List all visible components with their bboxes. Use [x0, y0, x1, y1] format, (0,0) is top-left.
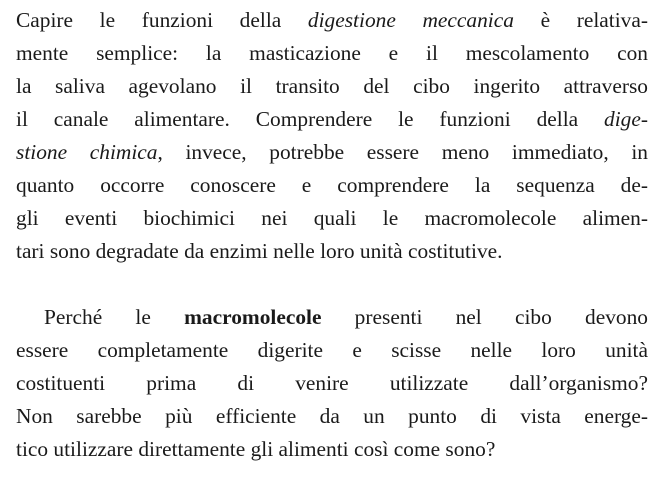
text-line	[16, 336, 648, 365]
text-line	[16, 138, 648, 167]
text-segment: Capire le funzioni della	[16, 8, 308, 32]
text-line	[16, 39, 648, 68]
text-segment: la saliva agevolano il transito del cibo ingerito attraverso	[16, 74, 648, 98]
text-segment: quanto occorre conoscere e comprendere la sequenza de-	[16, 173, 648, 197]
text-segment: , invece, potrebbe essere meno immediato, in	[157, 140, 648, 164]
text-line	[16, 204, 648, 233]
text-line	[16, 72, 648, 101]
text-line	[16, 369, 648, 398]
text-segment: Non sarebbe più efficiente da un punto di vista energe-	[16, 404, 648, 428]
text-line	[16, 303, 648, 332]
text-segment: è relativa-	[513, 8, 648, 32]
text-line	[16, 402, 648, 431]
text-line	[16, 237, 648, 266]
text-segment: tico utilizzare direttamente gli alimenti così come sono?	[16, 437, 496, 461]
text-segment: tari sono degradate da enzimi nelle loro unità costitutive.	[16, 239, 503, 263]
text-segment: Perché le	[44, 305, 185, 329]
text-segment: essere completamente digerite e scisse nelle loro unità	[16, 338, 648, 362]
text-segment: costituenti prima di venire utilizzate dall’organismo?	[16, 371, 648, 395]
text-segment: il canale alimentare. Comprendere le funzioni della	[16, 107, 605, 131]
text-line	[16, 6, 648, 35]
emphasis-italic: digestione meccanica	[307, 8, 514, 32]
text-line	[16, 171, 648, 200]
text-line	[16, 435, 648, 464]
text-segment: gli eventi biochimici nei quali le macromolecole alimen-	[16, 206, 648, 230]
emphasis-italic: stione chimica	[16, 140, 158, 164]
emphasis-italic: dige-	[604, 107, 648, 131]
text-segment: presenti nel cibo devono	[321, 305, 648, 329]
text-segment: mente semplice: la masticazione e il mescolamento con	[16, 41, 648, 65]
key-term-bold: macromolecole	[184, 305, 322, 329]
text-line	[16, 105, 648, 134]
